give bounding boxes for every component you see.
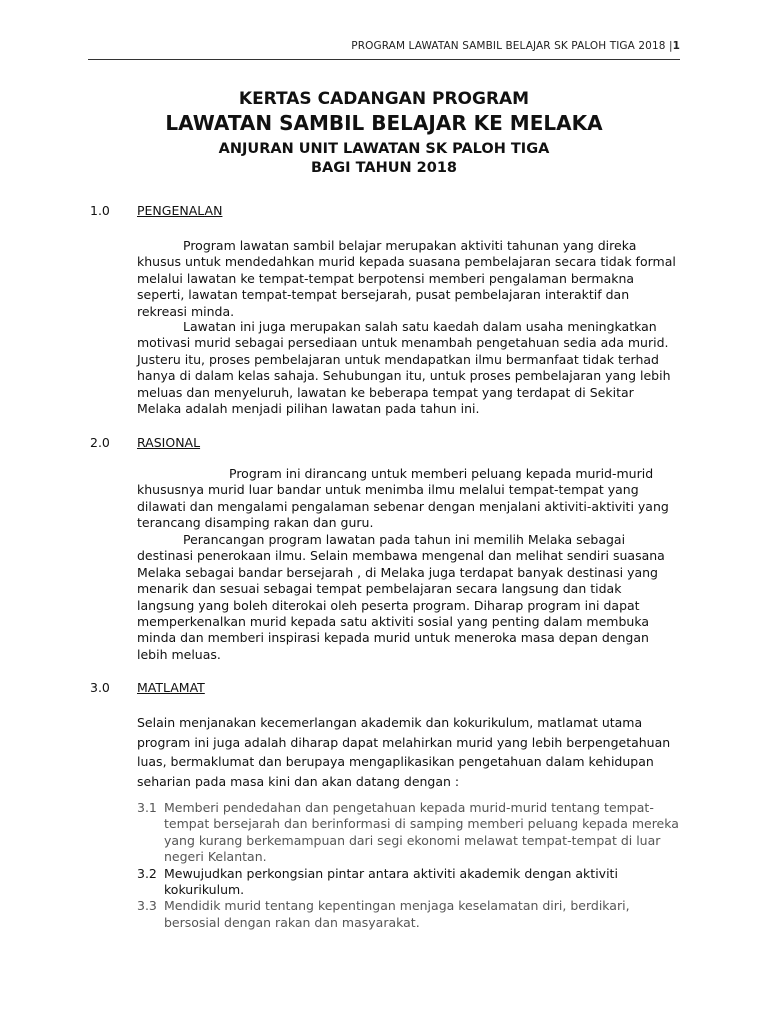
header-rule: [88, 59, 680, 60]
section-number: 2.0: [90, 435, 110, 450]
list-item-text: Mewujudkan perkongsian pintar antara aktiviti akademik dengan aktiviti kokurikulum.: [164, 865, 618, 898]
list-item: [137, 800, 682, 866]
section-number: 1.0: [90, 203, 110, 218]
title-line-2: LAWATAN SAMBIL BELAJAR KE MELAKA: [165, 111, 603, 135]
running-title: PROGRAM LAWATAN SAMBIL BELAJAR SK PALOH TIGA 2018 |: [351, 40, 673, 52]
section-2-paragraph-2: Perancangan program lawatan pada tahun ini memilih Melaka sebagai destinasi penerokaan ilmu. Selain membawa mengenal dan melihat sendiri suasana Melaka sebagai bandar bersejarah , di Melaka juga terdapat banyak destinasi yang menarik dan sesuai sebagai tempat pembelajaran secara langsung dan tidak langsung yang boleh diterokai oleh peserta program. Diharap program ini dapat memperkenalkan murid kepada satu aktiviti sosial yang penting dalam membuka minda dan memberi inspirasi kepada murid untuk meneroka masa depan dengan lebih meluas.: [137, 532, 665, 662]
title-line-1: KERTAS CADANGAN PROGRAM: [238, 89, 530, 109]
section-3-intro: Selain menjanakan kecemerlangan akademik dan kokurikulum, matlamat utama program ini juga adalah diharap dapat melahirkan murid yang lebih berpengetahuan luas, bermaklumat dan berupaya mengaplikasikan pengetahuan dalam kehidupan seharian pada masa kini dan akan datang dengan :: [137, 715, 671, 789]
section-1-paragraph-1: Program lawatan sambil belajar merupakan aktiviti tahunan yang direka khusus untuk mendedahkan murid kepada suasana pembelajaran secara tidak formal melalui lawatan ke tempat-tempat berpotensi memberi pengalaman bermakna seperti, lawatan tempat-tempat bersejarah, pusat pembelajaran interaktif dan rekreasi minda.: [137, 238, 676, 319]
section-label: PENGENALAN: [137, 203, 223, 218]
section-3-heading: [90, 680, 205, 695]
section-1-heading: [90, 203, 222, 218]
list-item-number: 3.2: [137, 865, 157, 881]
section-label: RASIONAL: [137, 435, 201, 450]
list-item-text: Mendidik murid tentang kepentingan menjaga keselamatan diri, berdikari, bersosial dengan rakan dan masyarakat.: [164, 898, 630, 930]
section-label: MATLAMAT: [137, 680, 205, 695]
title-line-4: BAGI TAHUN 2018: [310, 160, 458, 176]
list-item-number: 3.3: [137, 898, 157, 914]
list-item-text: Memberi pendedahan dan pengetahuan kepada murid-murid tentang tempat-tempat bersejarah dan berinformasi di samping memberi peluang kepada mereka yang kurang berkemampuan dari segi ekonomi melawat tempat-tempat di luar negeri Kelantan.: [164, 800, 679, 865]
section-number: 3.0: [90, 680, 110, 695]
title-line-3: ANJURAN UNIT LAWATAN SK PALOH TIGA: [218, 141, 550, 157]
list-item: [137, 898, 682, 931]
title-block: [88, 88, 680, 178]
section-1-paragraph-2: Lawatan ini juga merupakan salah satu kaedah dalam usaha meningkatkan motivasi murid sebagai persediaan untuk menambah pengetahuan sedia ada murid. Justeru itu, proses pembelajaran untuk mendapatkan ilmu bermanfaat tidak terhad hanya di dalam kelas sahaja. Sehubungan itu, untuk proses pembelajaran yang lebih meluas dan menyeluruh, lawatan ke beberapa tempat yang terdapat di Sekitar Melaka adalah menjadi pilihan lawatan pada tahun ini.: [137, 319, 671, 417]
objectives-list: [137, 800, 682, 931]
list-item: [137, 866, 682, 899]
running-header: [88, 40, 680, 52]
list-item-number: 3.1: [137, 800, 157, 815]
page-number: 1: [672, 40, 680, 52]
section-2-heading: [90, 435, 200, 450]
section-2-paragraph-1: Program ini dirancang untuk memberi peluang kepada murid-murid khususnya murid luar bandar untuk menimba ilmu melalui tempat-tempat yang dilawati dan mengalami pengalaman sebenar dengan menjalani aktiviti-aktiviti yang terancang disamping rakan dan guru.: [137, 466, 669, 531]
